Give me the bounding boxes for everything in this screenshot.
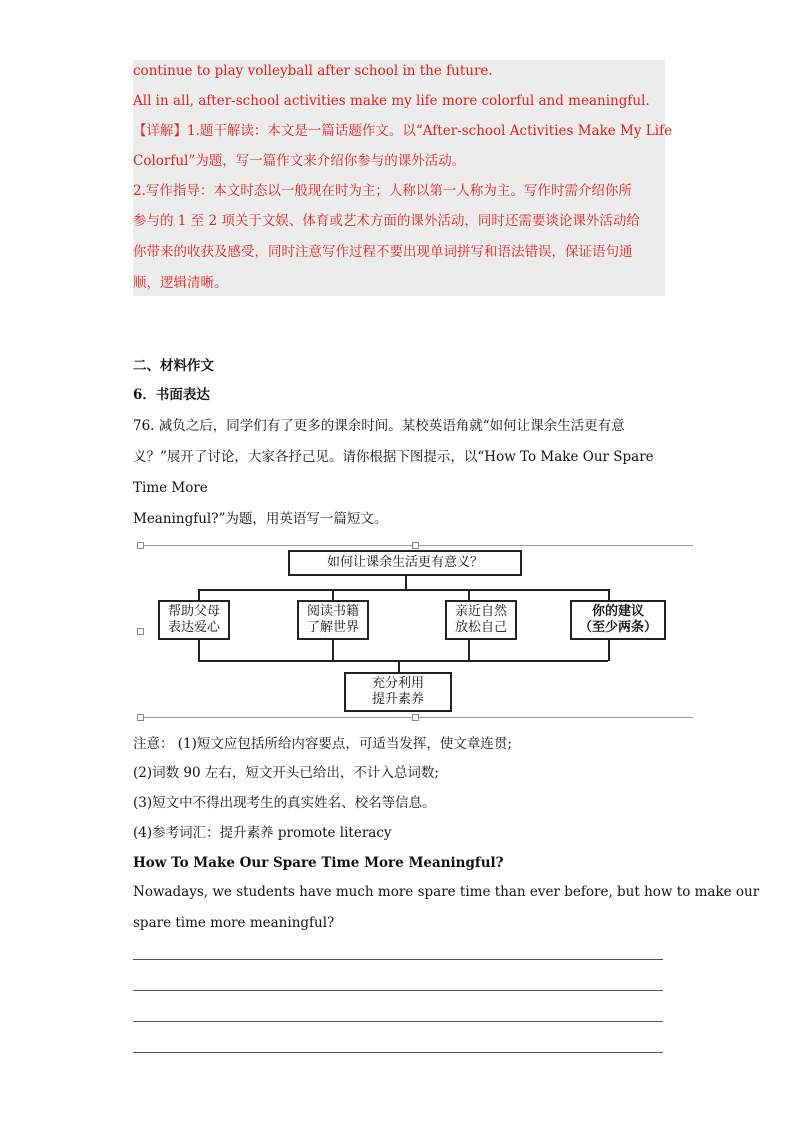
writing-line bbox=[133, 1052, 663, 1053]
flowchart-diagram bbox=[140, 545, 693, 718]
note-line: 注意： (1)短文应包括所给内容要点，可适当发挥，使文章连贯; bbox=[133, 736, 512, 752]
connector bbox=[198, 640, 200, 661]
resize-handle bbox=[137, 542, 144, 549]
answer-line: continue to play volleyball after school in the future. bbox=[133, 63, 493, 79]
note-line: (2)词数 90 左右，短文开头已给出，不计入总词数; bbox=[133, 765, 439, 781]
diagram-item-box: 帮助父母 表达爱心 bbox=[158, 600, 230, 640]
answer-line: 参与的 1 至 2 项关于文娱、体育或艺术方面的课外活动，同时还需要谈论课外活动给 bbox=[133, 213, 640, 229]
connector bbox=[608, 589, 610, 600]
resize-handle bbox=[412, 542, 419, 549]
note-line: (3)短文中不得出现考生的真实姓名、校名等信息。 bbox=[133, 795, 436, 811]
question-line: Time More bbox=[133, 480, 208, 496]
writing-line bbox=[133, 1021, 663, 1022]
essay-opening-line: Nowadays, we students have much more spare time than ever before, but how to make our bbox=[133, 884, 760, 900]
diagram-suggestion-box: 你的建议 （至少两条） bbox=[570, 600, 666, 640]
diagram-bottom-box: 充分利用 提升素养 bbox=[344, 672, 452, 712]
answer-line: Colorful”为题，写一篇作文来介绍你参与的课外活动。 bbox=[133, 153, 466, 169]
connector bbox=[468, 640, 470, 661]
connector bbox=[332, 589, 334, 600]
note-line: (4)参考词汇：提升素养 promote literacy bbox=[133, 825, 392, 841]
resize-handle bbox=[137, 628, 144, 635]
connector bbox=[405, 576, 407, 590]
question-line: Meaningful?”为题，用英语写一篇短文。 bbox=[133, 511, 388, 527]
writing-line bbox=[133, 959, 663, 960]
section-subheading: 6．书面表达 bbox=[133, 387, 210, 403]
diagram-item-box: 阅读书籍 了解世界 bbox=[297, 600, 369, 640]
diagram-item-box: 亲近自然 放松自己 bbox=[445, 600, 517, 640]
writing-line bbox=[133, 990, 663, 991]
answer-line: 2.写作指导：本文时态以一般现在时为主；人称以第一人称为主。写作时需介绍你所 bbox=[133, 183, 632, 199]
resize-handle bbox=[137, 714, 144, 721]
question-line: 76. 减负之后，同学们有了更多的课余时间。某校英语角就“如何让课余生活更有意 bbox=[133, 418, 625, 434]
essay-opening-line: spare time more meaningful? bbox=[133, 915, 335, 931]
answer-line: 顺，逻辑清晰。 bbox=[133, 275, 228, 291]
connector bbox=[198, 589, 608, 591]
essay-title: How To Make Our Spare Time More Meaningful? bbox=[133, 855, 504, 871]
answer-line: All in all, after-school activities make my life more colorful and meaningful. bbox=[133, 93, 650, 109]
question-line: 义？”展开了讨论，大家各抒己见。请你根据下图提示，以“How To Make Our Spare bbox=[133, 449, 654, 465]
connector bbox=[198, 660, 608, 662]
diagram-top-box: 如何让课余生活更有意义？ bbox=[288, 550, 522, 576]
answer-line: 你带来的收获及感受，同时注意写作过程不要出现单词拼写和语法错误，保证语句通 bbox=[133, 244, 633, 260]
answer-line: 【详解】1.题干解读：本文是一篇话题作文。以“After-school Activities Make My Life bbox=[133, 123, 673, 139]
connector bbox=[468, 589, 470, 600]
connector bbox=[332, 640, 334, 661]
connector bbox=[608, 640, 610, 661]
resize-handle bbox=[412, 714, 419, 721]
section-heading: 二、材料作文 bbox=[133, 358, 214, 374]
connector bbox=[198, 589, 200, 600]
